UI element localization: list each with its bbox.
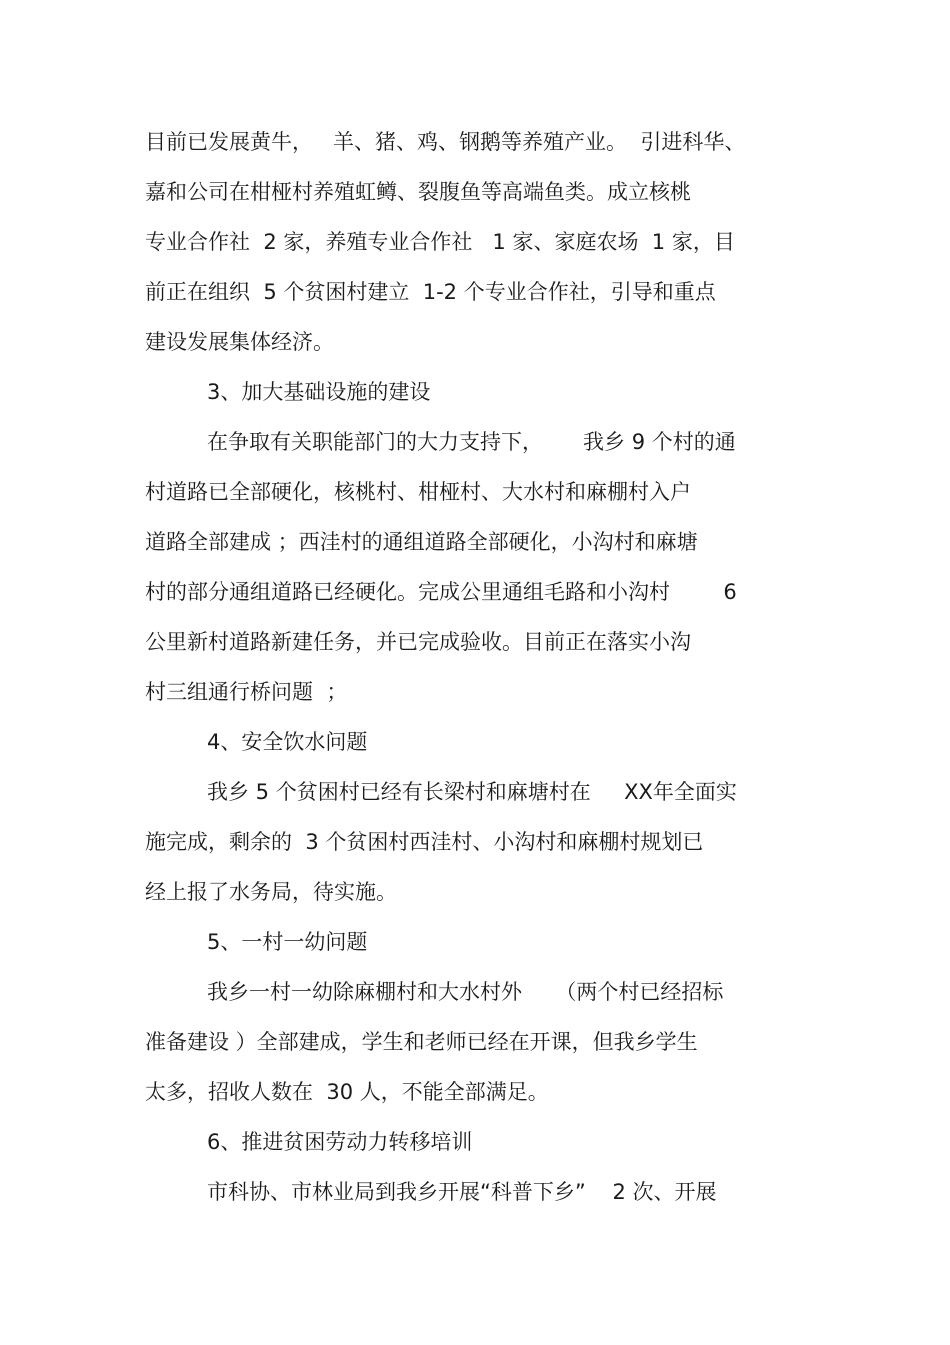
section-heading: 6、推进贫困劳动力转移培训 [207,1130,473,1154]
body-text-line: 我乡一村一幼除麻棚村和大水村外 （两个村已经招标 [207,980,724,1004]
section-heading: 5、一村一幼问题 [207,930,368,954]
body-text-line: 道路全部建成 ；西洼村的通组道路全部硬化，小沟村和麻塘 [145,530,698,554]
body-text-line: 太多，招收人数在 30 人，不能全部满足。 [145,1080,549,1104]
body-text-line: 嘉和公司在柑桠村养殖虹鳟、裂腹鱼等高端鱼类。成立核桃 [145,180,691,204]
body-text-line: 公里新村道路新建任务，并已完成验收。目前正在落实小沟 [145,630,691,654]
body-text-line: 村道路已全部硬化，核桃村、柑桠村、大水村和麻棚村入户 [145,480,691,504]
body-text-line: 前正在组织 5 个贫困村建立 1-2 个专业合作社，引导和重点 [145,280,716,304]
body-text-line: 村的部分通组道路已经硬化。完成公里通组毛路和小沟村 6 [145,580,737,604]
body-text-line: 建设发展集体经济。 [145,330,334,354]
body-text-line: 村三组通行桥问题 ； [145,680,348,704]
section-heading: 3、加大基础设施的建设 [207,380,431,404]
section-heading: 4、安全饮水问题 [207,730,368,754]
body-text-line: 施完成，剩余的 3 个贫困村西洼村、小沟村和麻棚村规划已 [145,830,704,854]
body-text-line: 市科协、市林业局到我乡开展“科普下乡” 2 次、开展 [207,1180,717,1204]
body-text-line: 专业合作社 2 家，养殖专业合作社 1 家、家庭农场 1 家，目 [145,230,735,254]
body-text-line: 在争取有关职能部门的大力支持下， 我乡 9 个村的通 [207,430,736,454]
body-text-line: 我乡 5 个贫困村已经有长梁村和麻塘村在 XX年全面实 [207,780,737,804]
body-text-line: 经上报了水务局，待实施。 [145,880,397,904]
body-text-line: 目前已发展黄牛， 羊、猪、鸡、钢鹅等养殖产业。 引进科华、 [145,130,746,154]
body-text-line: 准备建设 ）全部建成，学生和老师已经在开课，但我乡学生 [145,1030,698,1054]
